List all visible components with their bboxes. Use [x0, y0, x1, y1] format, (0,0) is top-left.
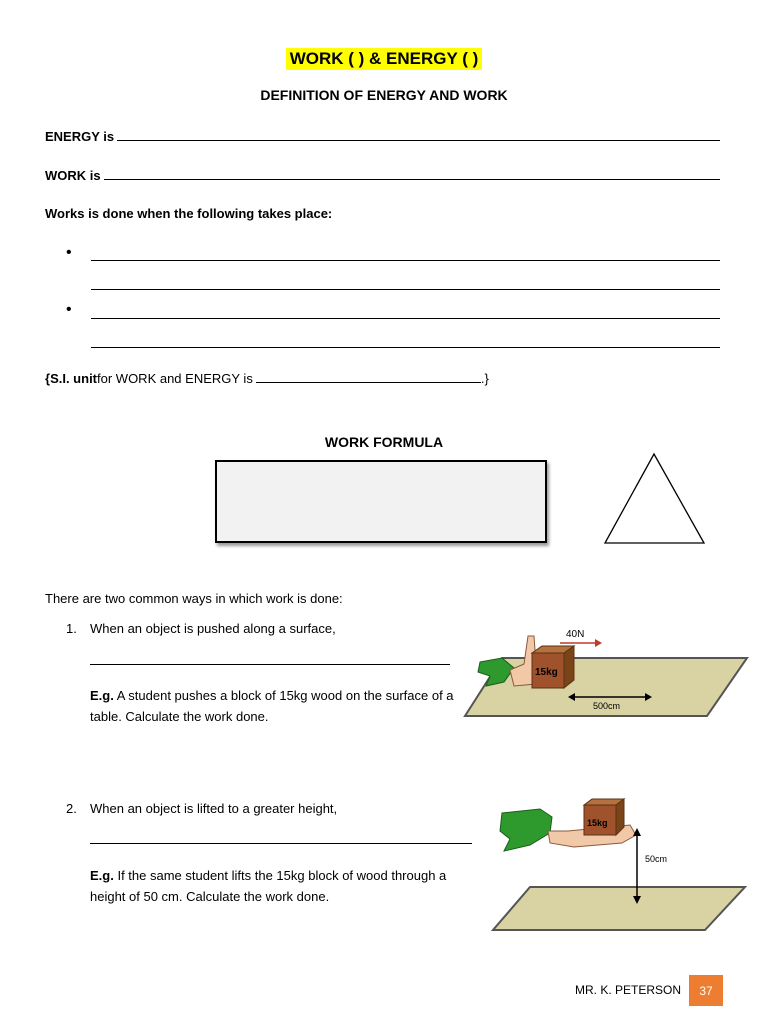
- formula-triangle: [600, 450, 710, 548]
- item-2-number: 2.: [66, 801, 77, 816]
- si-unit-label: S.I. unit: [50, 371, 98, 386]
- bullet-2-blank-line-1[interactable]: [91, 318, 720, 319]
- bullet-2-blank-line-2[interactable]: [91, 347, 720, 348]
- energy-label: ENERGY is: [45, 129, 115, 144]
- push-block-figure: [462, 620, 752, 725]
- item-1-number: 1.: [66, 621, 77, 636]
- item-1-eg-text: A student pushes a block of 15kg wood on the surface of a table. Calculate the work done.: [90, 688, 454, 724]
- item-1-text: When an object is pushed along a surface,: [90, 621, 336, 636]
- page-number: 37: [699, 983, 713, 998]
- figure1-distance-label: 500cm: [593, 701, 621, 711]
- footer-author: MR. K. PETERSON: [574, 983, 681, 997]
- energy-definition-row: [45, 129, 720, 144]
- lift-block-figure: [490, 795, 750, 935]
- si-unit-blank[interactable]: [256, 382, 481, 383]
- intro-text: There are two common ways in which work is done:: [45, 591, 343, 606]
- bullet-1: •: [66, 244, 72, 261]
- si-unit-row: [45, 371, 489, 386]
- bullet-2: •: [66, 301, 72, 318]
- figure2-height-label: 50cm: [645, 854, 668, 864]
- work-definition-row: [45, 168, 720, 183]
- si-open-brace: {: [45, 371, 51, 386]
- item-1-example: [90, 685, 455, 727]
- si-close-brace: .}: [480, 371, 489, 386]
- bullet-1-blank-line-2[interactable]: [91, 289, 720, 290]
- page-title: WORK ( ) & ENERGY ( ): [286, 48, 483, 70]
- item-2-eg-label: E.g.: [90, 868, 114, 883]
- work-blank[interactable]: [104, 179, 720, 180]
- item-2-example: [90, 865, 475, 907]
- box-side: [564, 646, 574, 688]
- page-number-badge: [689, 975, 723, 1006]
- triangle-shape: [605, 454, 704, 543]
- section-subtitle: DEFINITION OF ENERGY AND WORK: [260, 87, 508, 103]
- bullet-1-blank-line-1[interactable]: [91, 260, 720, 261]
- energy-blank[interactable]: [117, 140, 720, 141]
- works-done-heading: Works is done when the following takes place:: [45, 206, 333, 221]
- si-unit-text: for WORK and ENERGY is: [97, 371, 253, 386]
- figure1-mass-label: 15kg: [535, 667, 558, 678]
- item-2-eg-text: If the same student lifts the 15kg block of wood through a height of 50 cm. Calculate the work done.: [90, 868, 447, 904]
- sleeve-shape: [500, 809, 552, 851]
- figure2-mass-label: 15kg: [587, 818, 608, 828]
- figure1-force-label: 40N: [566, 629, 585, 640]
- floor-surface: [493, 887, 745, 930]
- item-1-blank[interactable]: [90, 664, 450, 665]
- work-formula-title: WORK FORMULA: [324, 434, 444, 450]
- force-arrow-head: [595, 639, 602, 647]
- item-1-eg-label: E.g.: [90, 688, 114, 703]
- item-2-text: When an object is lifted to a greater height,: [90, 801, 338, 816]
- title-container: [0, 48, 768, 70]
- work-label: WORK is: [45, 168, 101, 183]
- item-2-blank[interactable]: [90, 843, 472, 844]
- formula-answer-box[interactable]: [215, 460, 547, 543]
